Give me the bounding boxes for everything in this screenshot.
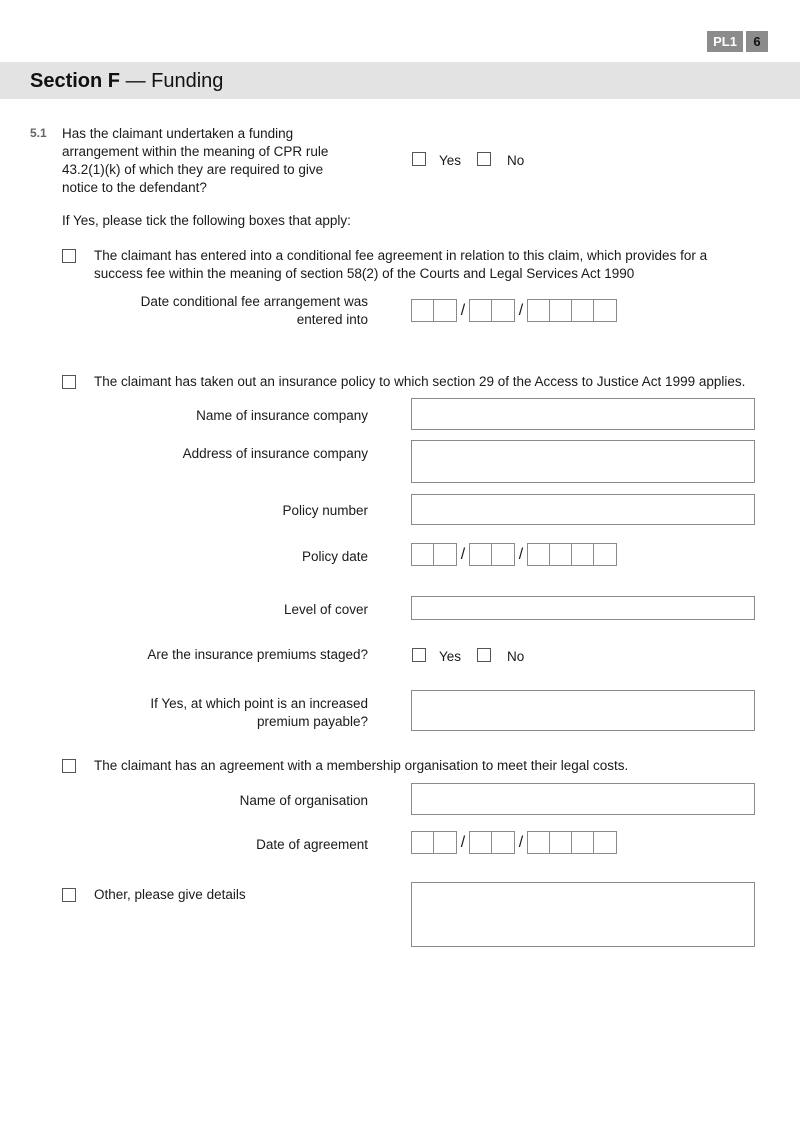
policy-number-input[interactable] <box>411 494 755 525</box>
date-separator: / <box>518 833 524 851</box>
membership-statement: The claimant has an agreement with a membership organisation to meet their legal costs. <box>94 758 629 773</box>
increased-premium-label-line-2: premium payable? <box>256 714 368 729</box>
question-line-3: 43.2(1)(k) of which they are required to give <box>62 162 324 177</box>
cfa-checkbox[interactable] <box>62 249 76 263</box>
increased-premium-label <box>48 695 368 731</box>
cfa-line-2: success fee within the meaning of section 58(2) of the Courts and Legal Services Act 1990 <box>94 266 635 281</box>
cfa-line-1: The claimant has entered into a conditional fee agreement in relation to this claim, which provides for a <box>94 248 708 263</box>
premiums-staged-label: Are the insurance premiums staged? <box>147 647 368 662</box>
increased-premium-label-line-1: If Yes, at which point is an increased <box>150 696 368 711</box>
section-title <box>30 68 223 94</box>
other-checkbox[interactable] <box>62 888 76 902</box>
section-label: Section F <box>30 70 121 92</box>
membership-checkbox[interactable] <box>62 759 76 773</box>
organisation-name-label: Name of organisation <box>239 793 368 808</box>
question-text <box>62 125 362 197</box>
month-segment[interactable] <box>469 299 515 322</box>
date-separator: / <box>460 545 466 563</box>
funding-yes-label: Yes <box>439 153 462 168</box>
premiums-staged-no-checkbox[interactable] <box>477 648 491 662</box>
insurance-checkbox[interactable] <box>62 375 76 389</box>
cfa-date-label-line-1: Date conditional fee arrangement was <box>140 294 368 309</box>
funding-no-label: No <box>507 153 525 168</box>
page-number-badge: 6 <box>746 31 768 52</box>
organisation-name-input[interactable] <box>411 783 755 815</box>
day-segment[interactable] <box>411 831 457 854</box>
policy-number-label: Policy number <box>282 503 368 518</box>
month-segment[interactable] <box>469 543 515 566</box>
year-segment[interactable] <box>527 543 617 566</box>
agreement-date-input[interactable] <box>411 831 617 854</box>
section-name: Funding <box>151 70 224 92</box>
funding-yes-checkbox[interactable] <box>412 152 426 166</box>
insurance-company-name-input[interactable] <box>411 398 755 430</box>
cfa-date-label-line-2: entered into <box>296 312 368 327</box>
year-segment[interactable] <box>527 299 617 322</box>
day-segment[interactable] <box>411 543 457 566</box>
month-segment[interactable] <box>469 831 515 854</box>
funding-no-checkbox[interactable] <box>477 152 491 166</box>
date-separator: / <box>460 833 466 851</box>
insurance-company-address-label: Address of insurance company <box>182 446 368 461</box>
premiums-staged-yes-label: Yes <box>439 649 462 664</box>
other-label: Other, please give details <box>94 887 246 902</box>
day-segment[interactable] <box>411 299 457 322</box>
cfa-date-label <box>48 293 368 329</box>
agreement-date-label: Date of agreement <box>256 837 368 852</box>
question-line-4: notice to the defendant? <box>62 180 207 195</box>
level-of-cover-input[interactable] <box>411 596 755 620</box>
section-dash: — <box>120 70 152 92</box>
form-code-badge: PL1 <box>707 31 743 52</box>
date-separator: / <box>518 301 524 319</box>
insurance-company-name-label: Name of insurance company <box>196 408 368 423</box>
date-separator: / <box>460 301 466 319</box>
question-line-2: arrangement within the meaning of CPR rule <box>62 144 329 159</box>
year-segment[interactable] <box>527 831 617 854</box>
other-details-input[interactable] <box>411 882 755 947</box>
instruction-text: If Yes, please tick the following boxes that apply: <box>62 213 351 228</box>
policy-date-input[interactable] <box>411 543 617 566</box>
premiums-staged-no-label: No <box>507 649 525 664</box>
cfa-statement <box>94 247 794 283</box>
policy-date-label: Policy date <box>301 549 368 564</box>
increased-premium-input[interactable] <box>411 690 755 731</box>
question-number: 5.1 <box>30 126 47 140</box>
insurance-company-address-input[interactable] <box>411 440 755 483</box>
level-of-cover-label: Level of cover <box>283 602 368 617</box>
cfa-date-input[interactable] <box>411 299 617 322</box>
question-line-1: Has the claimant undertaken a funding <box>62 126 294 141</box>
premiums-staged-yes-checkbox[interactable] <box>412 648 426 662</box>
date-separator: / <box>518 545 524 563</box>
insurance-statement: The claimant has taken out an insurance policy to which section 29 of the Access to Justice Act 1999 applies. <box>94 374 746 389</box>
